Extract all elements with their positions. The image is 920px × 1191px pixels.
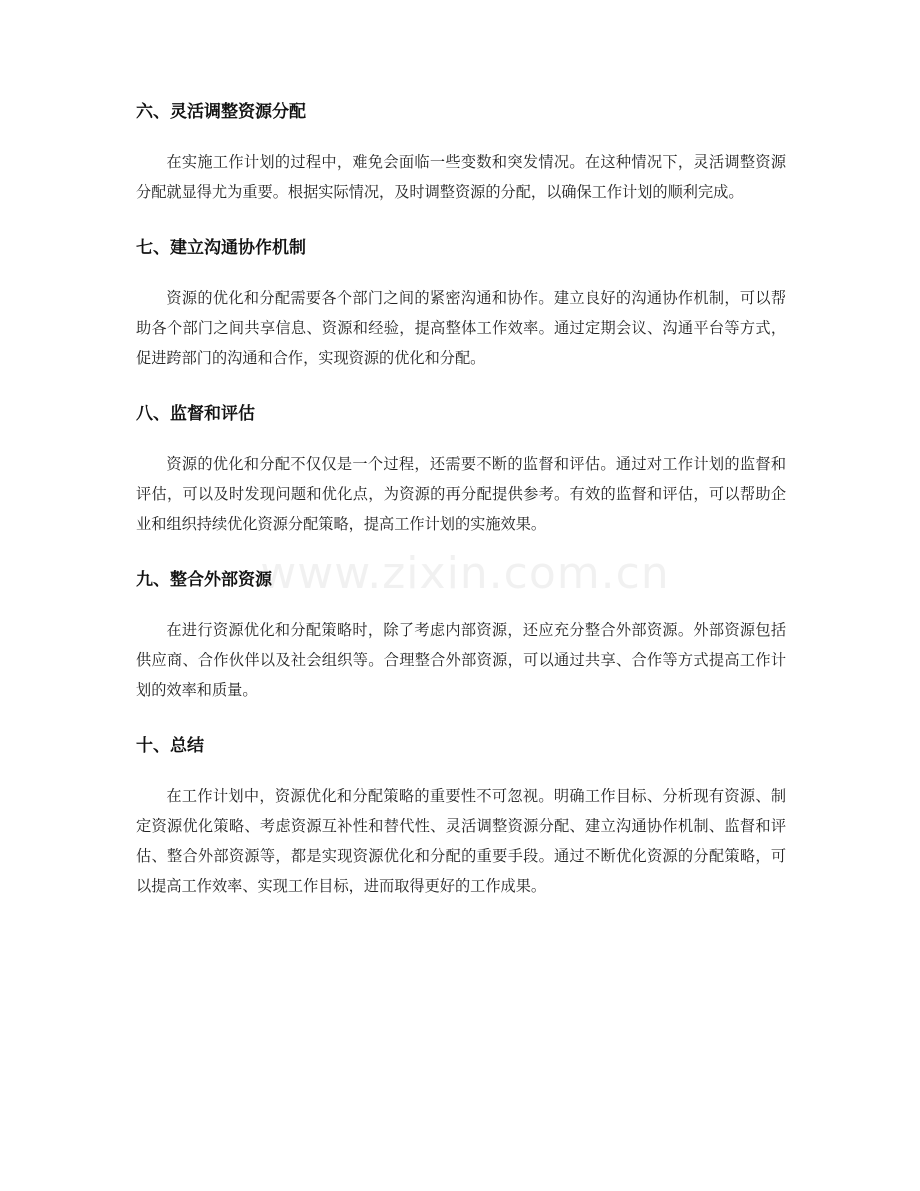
section-paragraph: 资源的优化和分配需要各个部门之间的紧密沟通和协作。建立良好的沟通协作机制，可以帮助各个部门之间共享信息、资源和经验，提高整体工作效率。通过定期会议、沟通平台等方式，促进跨部门的沟通和合作，实现资源的优化和分配。 bbox=[136, 289, 786, 367]
section-heading: 九、整合外部资源 bbox=[136, 570, 272, 590]
section-heading: 七、建立沟通协作机制 bbox=[136, 238, 306, 258]
section-paragraph: 资源的优化和分配不仅仅是一个过程，还需要不断的监督和评估。通过对工作计划的监督和评估，可以及时发现问题和优化点，为资源的再分配提供参考。有效的监督和评估，可以帮助企业和组织持续优化资源分配策略，提高工作计划的实施效果。 bbox=[136, 455, 786, 533]
section-heading: 六、灵活调整资源分配 bbox=[136, 102, 306, 122]
section-6 bbox=[136, 100, 786, 207]
section-paragraph: 在工作计划中，资源优化和分配策略的重要性不可忽视。明确工作目标、分析现有资源、制定资源优化策略、考虑资源互补性和替代性、灵活调整资源分配、建立沟通协作机制、监督和评估、整合外部资源等，都是实现资源优化和分配的重要手段。通过不断优化资源的分配策略，可以提高工作效率、实现工作目标，进而取得更好的工作成果。 bbox=[136, 787, 786, 895]
section-9 bbox=[136, 568, 786, 705]
section-paragraph: 在实施工作计划的过程中，难免会面临一些变数和突发情况。在这种情况下，灵活调整资源分配就显得尤为重要。根据实际情况，及时调整资源的分配，以确保工作计划的顺利完成。 bbox=[136, 153, 786, 201]
section-10 bbox=[136, 734, 786, 901]
section-7 bbox=[136, 236, 786, 373]
document-page bbox=[136, 100, 786, 930]
section-8 bbox=[136, 402, 786, 539]
watermark: www.zixin.com.cn bbox=[260, 548, 670, 599]
section-heading: 十、总结 bbox=[136, 736, 204, 756]
section-heading: 八、监督和评估 bbox=[136, 404, 255, 424]
section-paragraph: 在进行资源优化和分配策略时，除了考虑内部资源，还应充分整合外部资源。外部资源包括供应商、合作伙伴以及社会组织等。合理整合外部资源，可以通过共享、合作等方式提高工作计划的效率和质量。 bbox=[136, 621, 786, 699]
